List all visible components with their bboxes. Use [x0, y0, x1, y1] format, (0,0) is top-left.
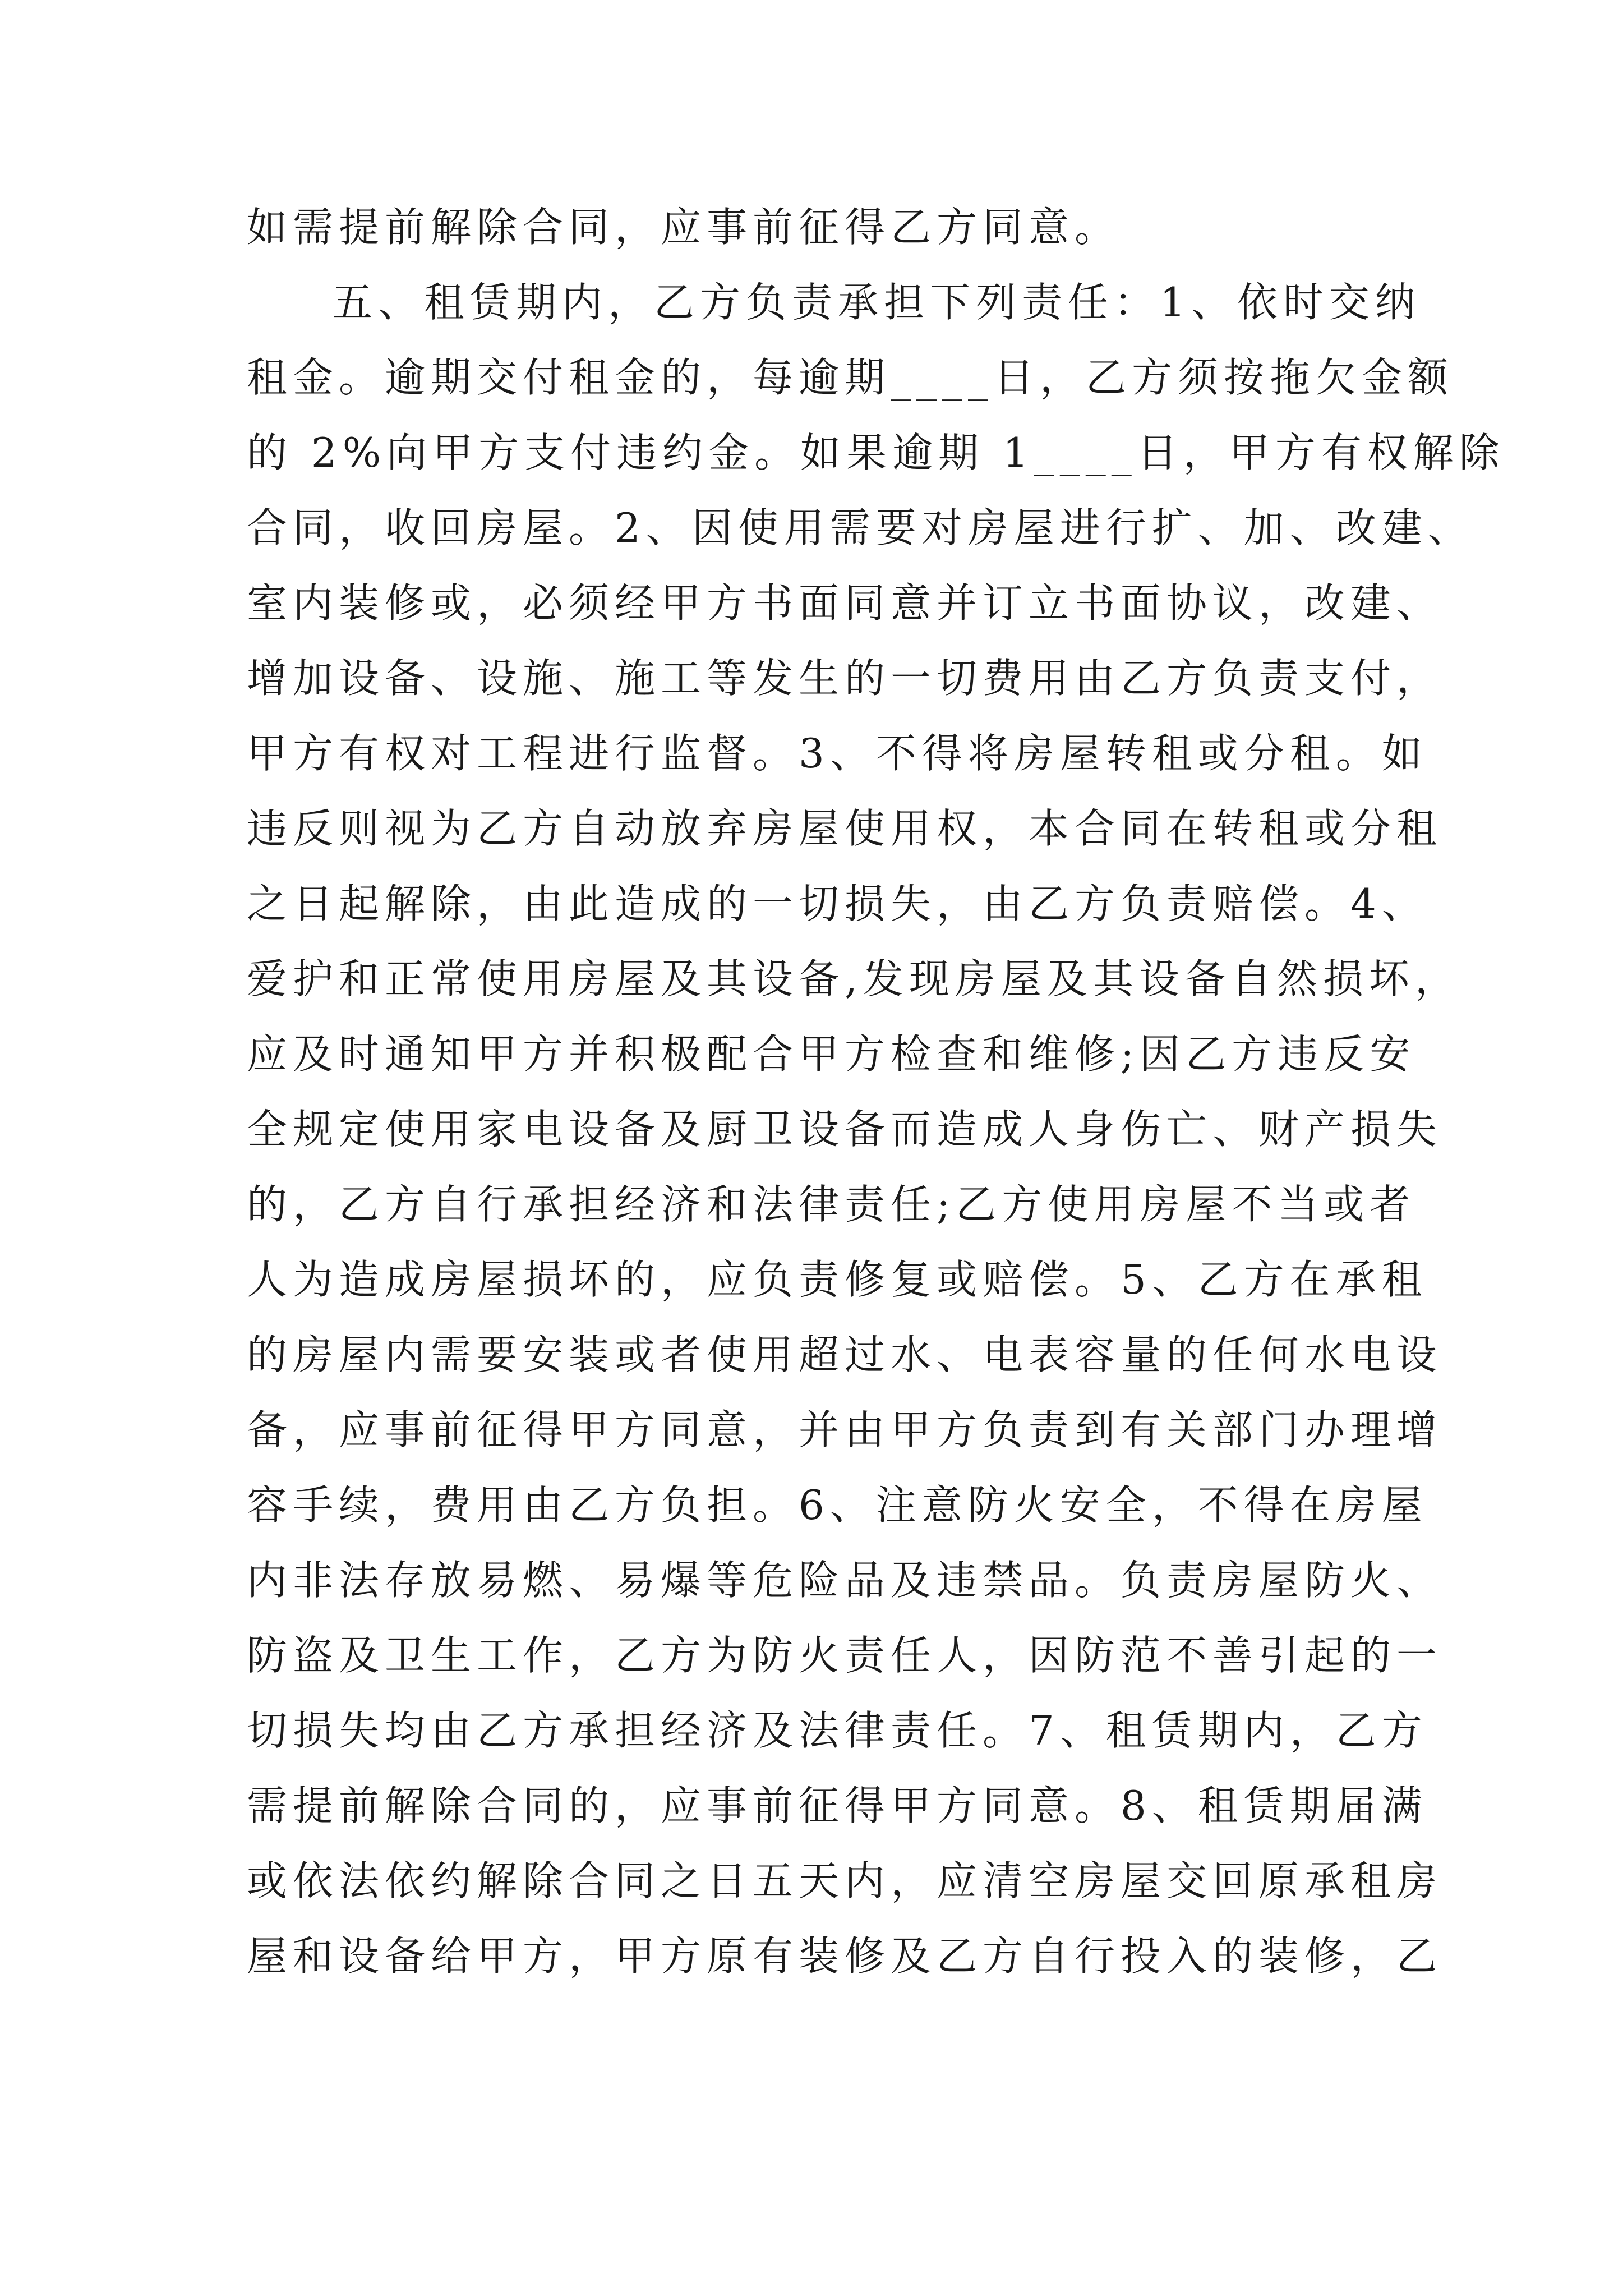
text-line: 容手续，费用由乙方负担。6、注意防火安全，不得在房屋 [247, 1481, 1428, 1529]
text-line: 备，应事前征得甲方同意，并由甲方负责到有关部门办理增 [247, 1406, 1443, 1453]
text-line: 如需提前解除合同，应事前征得乙方同意。 [247, 204, 1121, 251]
text-line: 的，乙方自行承担经济和法律责任;乙方使用房屋不当或者 [247, 1181, 1416, 1228]
text-line: 全规定使用家电设备及厨卫设备而造成人身伤亡、财产损失 [247, 1106, 1443, 1153]
text-line: 需提前解除合同的，应事前征得甲方同意。8、租赁期届满 [247, 1782, 1428, 1829]
text-line: 合同，收回房屋。2、因使用需要对房屋进行扩、加、改建、 [247, 504, 1474, 551]
text-line: 防盗及卫生工作，乙方为防火责任人，因防范不善引起的一 [247, 1632, 1443, 1679]
text-line: 人为造成房屋损坏的，应负责修复或赔偿。5、乙方在承租 [247, 1256, 1428, 1303]
text-line: 爱护和正常使用房屋及其设备,发现房屋及其设备自然损坏， [247, 955, 1461, 1002]
text-line: 租金。逾期交付租金的，每逾期____日，乙方须按拖欠金额 [247, 354, 1454, 401]
section-five-first-line: 五、租赁期内，乙方负责承担下列责任：1、依时交纳 [332, 279, 1421, 326]
text-line: 内非法存放易燃、易爆等危险品及违禁品。负责房屋防火、 [247, 1557, 1443, 1604]
text-line: 或依法依约解除合同之日五天内，应清空房屋交回原承租房 [247, 1857, 1443, 1904]
text-line: 室内装修或，必须经甲方书面同意并订立书面协议，改建、 [247, 579, 1443, 627]
contract-body-text [247, 190, 1505, 1994]
text-line: 之日起解除，由此造成的一切损失，由乙方负责赔偿。4、 [247, 880, 1428, 927]
text-line: 增加设备、设施、施工等发生的一切费用由乙方负责支付， [247, 655, 1443, 702]
text-line: 切损失均由乙方承担经济及法律责任。7、租赁期内，乙方 [247, 1707, 1428, 1754]
text-line: 甲方有权对工程进行监督。3、不得将房屋转租或分租。如 [247, 730, 1428, 777]
text-line: 应及时通知甲方并积极配合甲方检查和维修;因乙方违反安 [247, 1030, 1416, 1078]
text-line: 的房屋内需要安装或者使用超过水、电表容量的任何水电设 [247, 1331, 1443, 1378]
text-line: 屋和设备给甲方，甲方原有装修及乙方自行投入的装修，乙 [247, 1932, 1443, 1980]
text-line: 的 2%向甲方支付违约金。如果逾期 1____日，甲方有权解除 [247, 429, 1505, 476]
text-line: 违反则视为乙方自动放弃房屋使用权，本合同在转租或分租 [247, 805, 1443, 852]
